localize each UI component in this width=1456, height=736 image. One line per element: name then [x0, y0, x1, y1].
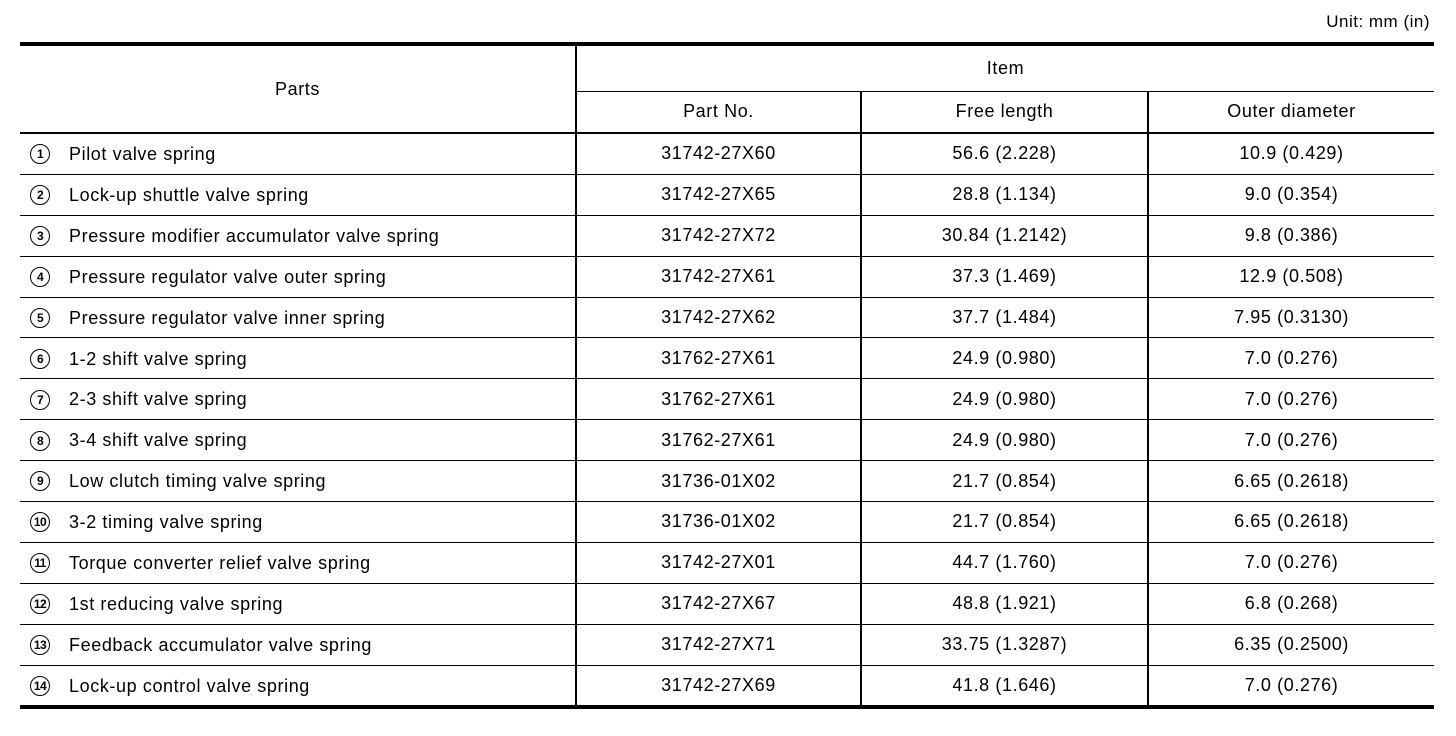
part-no-cell: 31736-01X02 [576, 502, 861, 543]
part-name: Pressure regulator valve outer spring [69, 266, 387, 287]
part-cell [20, 338, 576, 379]
header-part-no: Part No. [576, 91, 861, 133]
table-row [20, 133, 1434, 174]
spring-spec-table [20, 42, 1434, 709]
outer-diameter-cell: 6.8 (0.268) [1148, 583, 1434, 624]
part-name: Pressure regulator valve inner spring [69, 307, 386, 328]
outer-diameter-cell: 10.9 (0.429) [1148, 133, 1434, 174]
part-cell [20, 583, 576, 624]
circled-number: 1 [30, 144, 50, 164]
table-row [20, 461, 1434, 502]
part-no-cell: 31736-01X02 [576, 461, 861, 502]
part-no-cell: 31762-27X61 [576, 420, 861, 461]
part-cell [20, 174, 576, 215]
table-row [20, 379, 1434, 420]
outer-diameter-cell: 7.0 (0.276) [1148, 542, 1434, 583]
table-row [20, 215, 1434, 256]
circled-number: 6 [30, 349, 50, 369]
table-row [20, 338, 1434, 379]
circled-number: 7 [30, 390, 50, 410]
part-cell [20, 133, 576, 174]
outer-diameter-cell: 7.0 (0.276) [1148, 379, 1434, 420]
outer-diameter-cell: 9.8 (0.386) [1148, 215, 1434, 256]
outer-diameter-cell: 7.95 (0.3130) [1148, 297, 1434, 338]
outer-diameter-cell: 12.9 (0.508) [1148, 256, 1434, 297]
part-no-cell: 31762-27X61 [576, 379, 861, 420]
circled-number: 2 [30, 185, 50, 205]
circled-number: 10 [30, 512, 50, 532]
table-row [20, 297, 1434, 338]
circled-number: 12 [30, 594, 50, 614]
part-name: 3-4 shift valve spring [69, 430, 248, 451]
part-no-cell: 31742-27X65 [576, 174, 861, 215]
circled-number: 8 [30, 431, 50, 451]
part-name: 3-2 timing valve spring [69, 511, 263, 532]
part-name: 1-2 shift valve spring [69, 348, 248, 369]
header-outer-diameter: Outer diameter [1148, 91, 1434, 133]
part-no-cell: 31742-27X60 [576, 133, 861, 174]
circled-number: 5 [30, 308, 50, 328]
part-name: Low clutch timing valve spring [69, 470, 327, 491]
outer-diameter-cell: 6.35 (0.2500) [1148, 624, 1434, 665]
free-length-cell: 44.7 (1.760) [861, 542, 1148, 583]
part-no-cell: 31742-27X61 [576, 256, 861, 297]
free-length-cell: 28.8 (1.134) [861, 174, 1148, 215]
part-no-cell: 31742-27X71 [576, 624, 861, 665]
part-name: 2-3 shift valve spring [69, 389, 248, 410]
part-cell [20, 542, 576, 583]
outer-diameter-cell: 6.65 (0.2618) [1148, 461, 1434, 502]
part-cell [20, 256, 576, 297]
part-no-cell: 31742-27X69 [576, 665, 861, 707]
table-row [20, 256, 1434, 297]
part-cell [20, 215, 576, 256]
part-cell [20, 461, 576, 502]
outer-diameter-cell: 7.0 (0.276) [1148, 338, 1434, 379]
free-length-cell: 33.75 (1.3287) [861, 624, 1148, 665]
outer-diameter-cell: 7.0 (0.276) [1148, 420, 1434, 461]
part-name: Feedback accumulator valve spring [69, 634, 372, 655]
part-no-cell: 31742-27X62 [576, 297, 861, 338]
part-no-cell: 31742-27X67 [576, 583, 861, 624]
table-row [20, 502, 1434, 543]
table-row [20, 624, 1434, 665]
unit-label: Unit: mm (in) [1326, 12, 1430, 31]
table-row [20, 174, 1434, 215]
table-row [20, 420, 1434, 461]
free-length-cell: 30.84 (1.2142) [861, 215, 1148, 256]
part-no-cell: 31742-27X01 [576, 542, 861, 583]
table-header [20, 44, 1434, 133]
outer-diameter-cell: 7.0 (0.276) [1148, 665, 1434, 707]
part-no-cell: 31742-27X72 [576, 215, 861, 256]
header-free-length: Free length [861, 91, 1148, 133]
part-name: Pressure modifier accumulator valve spring [69, 225, 440, 246]
header-parts: Parts [20, 44, 576, 133]
part-name: 1st reducing valve spring [69, 593, 284, 614]
circled-number: 9 [30, 471, 50, 491]
circled-number: 11 [30, 553, 50, 573]
free-length-cell: 24.9 (0.980) [861, 338, 1148, 379]
circled-number: 13 [30, 635, 50, 655]
outer-diameter-cell: 9.0 (0.354) [1148, 174, 1434, 215]
free-length-cell: 56.6 (2.228) [861, 133, 1148, 174]
circled-number: 4 [30, 267, 50, 287]
part-name: Torque converter relief valve spring [69, 552, 371, 573]
part-cell [20, 297, 576, 338]
free-length-cell: 24.9 (0.980) [861, 420, 1148, 461]
part-name: Lock-up control valve spring [69, 675, 310, 696]
outer-diameter-cell: 6.65 (0.2618) [1148, 502, 1434, 543]
circled-number: 14 [30, 676, 50, 696]
free-length-cell: 37.7 (1.484) [861, 297, 1148, 338]
free-length-cell: 48.8 (1.921) [861, 583, 1148, 624]
table-row [20, 583, 1434, 624]
table-body [20, 133, 1434, 707]
free-length-cell: 21.7 (0.854) [861, 502, 1148, 543]
part-no-cell: 31762-27X61 [576, 338, 861, 379]
free-length-cell: 41.8 (1.646) [861, 665, 1148, 707]
free-length-cell: 24.9 (0.980) [861, 379, 1148, 420]
part-name: Pilot valve spring [69, 143, 216, 164]
part-cell [20, 624, 576, 665]
table-row [20, 665, 1434, 707]
part-cell [20, 502, 576, 543]
part-cell [20, 665, 576, 707]
free-length-cell: 21.7 (0.854) [861, 461, 1148, 502]
table-row [20, 542, 1434, 583]
part-cell [20, 379, 576, 420]
part-name: Lock-up shuttle valve spring [69, 184, 309, 205]
header-item: Item [576, 44, 1434, 91]
circled-number: 3 [30, 226, 50, 246]
part-cell [20, 420, 576, 461]
free-length-cell: 37.3 (1.469) [861, 256, 1148, 297]
